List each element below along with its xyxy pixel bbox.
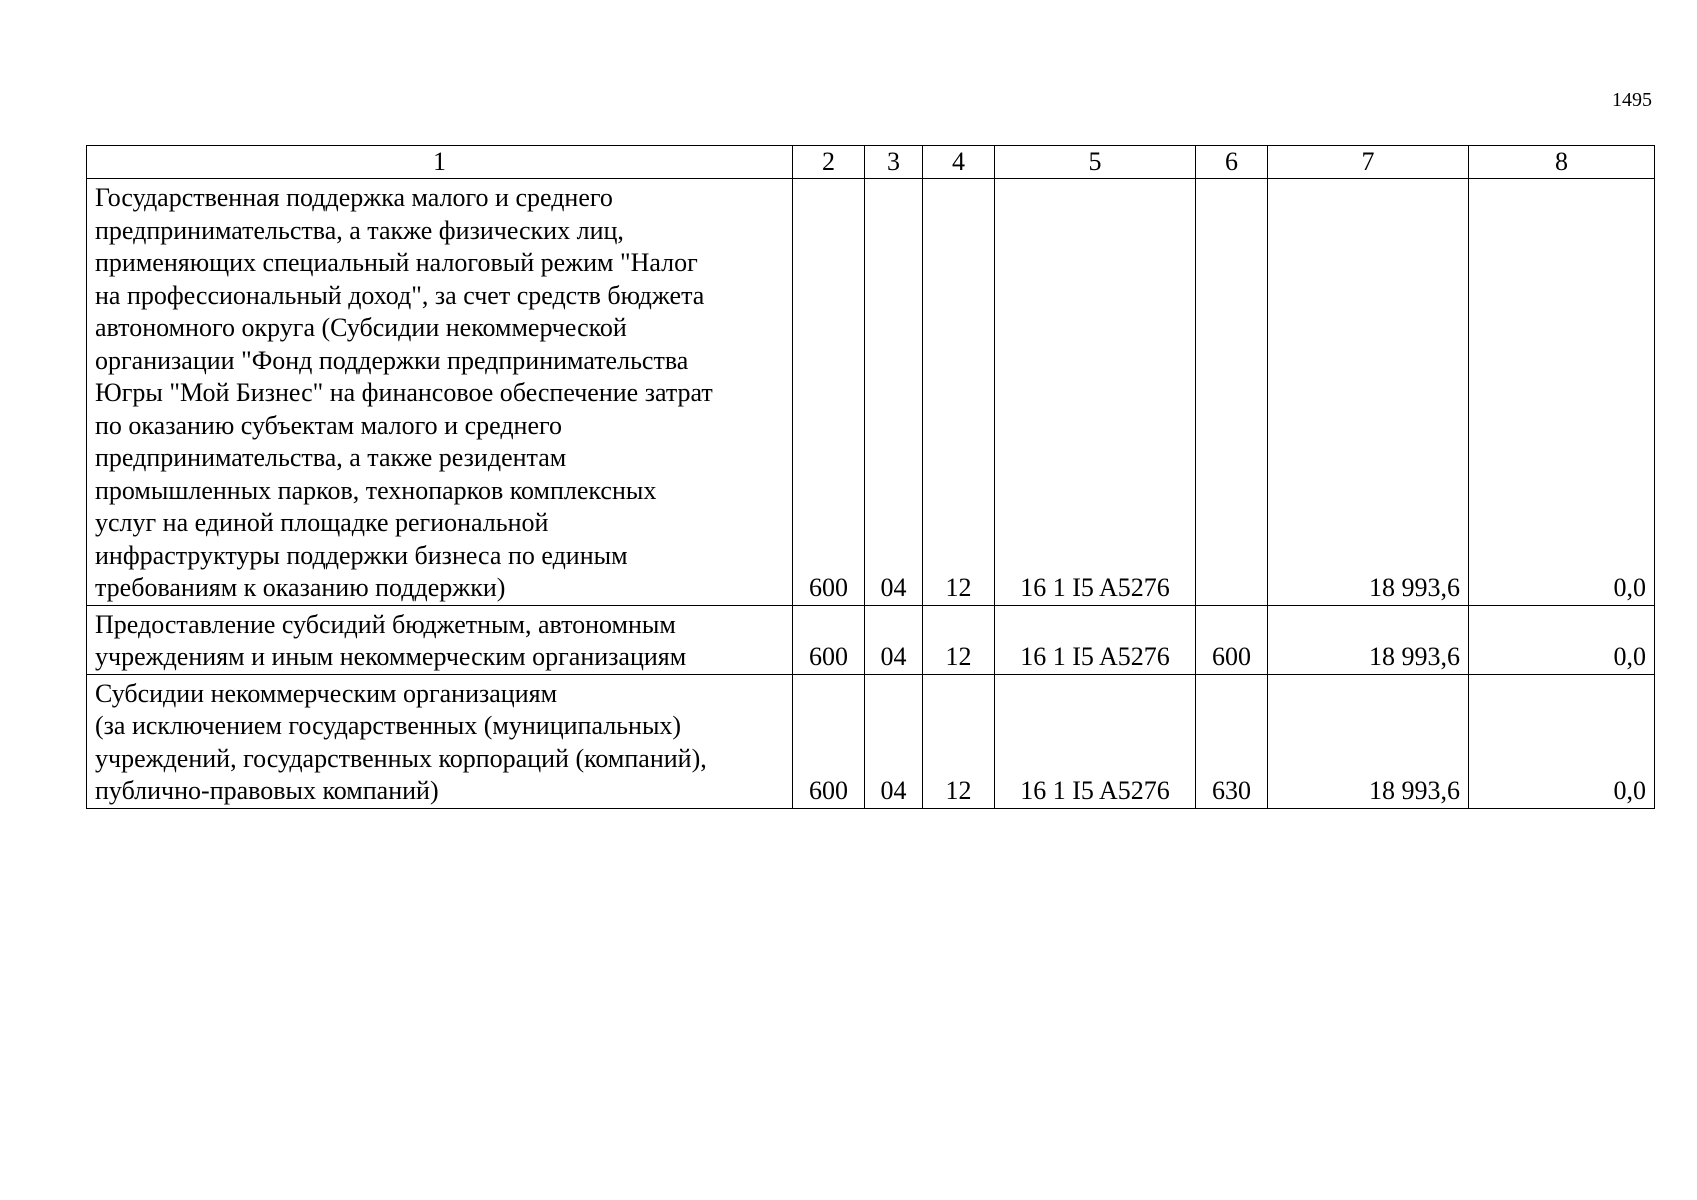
- header-cell-6: 6: [1196, 146, 1268, 179]
- cell-col8: 0,0: [1469, 605, 1655, 674]
- cell-col5: 16 1 I5 A5276: [995, 179, 1196, 606]
- description-line: учреждениям и иным некоммерческим организациям: [95, 642, 687, 671]
- cell-col6: [1196, 179, 1268, 606]
- cell-col8: 0,0: [1469, 179, 1655, 606]
- description-line: на профессиональный доход", за счет средств бюджета: [95, 280, 705, 310]
- header-cell-1: 1: [87, 146, 793, 179]
- cell-col6: 630: [1196, 674, 1268, 808]
- description-line: по оказанию субъектам малого и среднего: [95, 410, 563, 440]
- description-line: применяющих специальный налоговый режим "Налог: [95, 248, 698, 277]
- description-line: публично-правовых компаний): [95, 776, 439, 805]
- header-cell-5: 5: [995, 146, 1196, 179]
- cell-col3: 04: [865, 179, 923, 606]
- header-cell-4: 4: [923, 146, 995, 179]
- description-line: предпринимательства, а также физических лиц,: [95, 215, 624, 245]
- description-line: Предоставление субсидий бюджетным, автономным: [95, 609, 676, 639]
- header-cell-7: 7: [1268, 146, 1469, 179]
- cell-col6: 600: [1196, 605, 1268, 674]
- description-line: автономного округа (Субсидии некоммерческой: [95, 313, 627, 342]
- description-line: учреждений, государственных корпораций (компаний),: [95, 743, 707, 773]
- header-cell-8: 8: [1469, 146, 1655, 179]
- cell-col2: 600: [793, 605, 865, 674]
- description-line: промышленных парков, технопарков комплексных: [95, 475, 657, 505]
- page-number: 1495: [1612, 89, 1652, 111]
- row-description: [87, 179, 793, 606]
- cell-col7: 18 993,6: [1268, 179, 1469, 606]
- table-row: [87, 179, 1655, 606]
- cell-col4: 12: [923, 605, 995, 674]
- description-line: Югры "Мой Бизнес" на финансовое обеспечение затрат: [95, 378, 713, 407]
- cell-col8: 0,0: [1469, 674, 1655, 808]
- row-description: [87, 674, 793, 808]
- description-line: организации "Фонд поддержки предпринимательства: [95, 345, 689, 375]
- cell-col5: 16 1 I5 A5276: [995, 605, 1196, 674]
- description-line: Государственная поддержка малого и среднего: [95, 183, 613, 212]
- description-line: требованиям к оказанию поддержки): [95, 573, 506, 602]
- description-line: услуг на единой площадке региональной: [95, 508, 549, 537]
- table-row: [87, 605, 1655, 674]
- cell-col3: 04: [865, 605, 923, 674]
- description-line: Субсидии некоммерческим организациям: [95, 678, 558, 708]
- description-line: инфраструктуры поддержки бизнеса по единым: [95, 540, 628, 570]
- description-line: предпринимательства, а также резидентам: [95, 443, 567, 472]
- header-cell-2: 2: [793, 146, 865, 179]
- table-header-row: [87, 146, 1655, 179]
- header-cell-3: 3: [865, 146, 923, 179]
- cell-col5: 16 1 I5 A5276: [995, 674, 1196, 808]
- cell-col3: 04: [865, 674, 923, 808]
- cell-col2: 600: [793, 674, 865, 808]
- table-row: [87, 674, 1655, 808]
- budget-table: [86, 145, 1655, 809]
- cell-col7: 18 993,6: [1268, 605, 1469, 674]
- description-line: (за исключением государственных (муниципальных): [95, 711, 682, 740]
- row-description: [87, 605, 793, 674]
- cell-col2: 600: [793, 179, 865, 606]
- cell-col4: 12: [923, 179, 995, 606]
- cell-col4: 12: [923, 674, 995, 808]
- cell-col7: 18 993,6: [1268, 674, 1469, 808]
